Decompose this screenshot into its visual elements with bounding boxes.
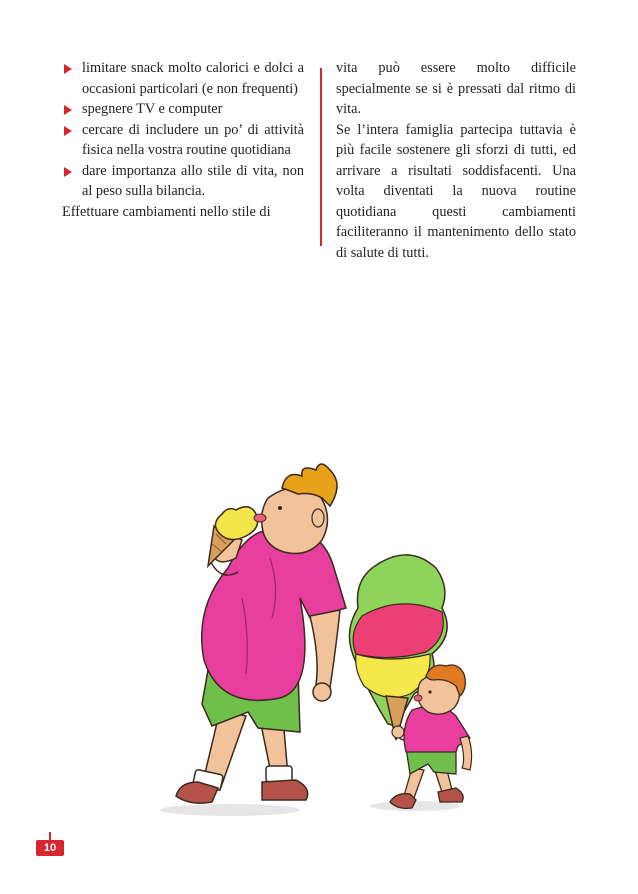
body-paragraph: vita può essere molto difficile specialmente se si è pressati dal ritmo di vita. (336, 60, 576, 117)
bullet-item (62, 58, 304, 99)
bullet-text: limitare snack molto calorici e dolci a occasioni particolari (e non frequenti) (82, 60, 304, 97)
bullet-text: spegnere TV e computer (82, 101, 223, 117)
page-number: 10 (36, 840, 64, 856)
bullet-text: dare importanza allo stile di vita, non al peso sulla bilancia. (82, 162, 304, 199)
bullet-item (62, 161, 304, 202)
bullet-item (62, 120, 304, 161)
bullet-list (62, 58, 304, 202)
bullet-icon (64, 105, 72, 115)
page-number-tick (49, 832, 51, 840)
bullet-icon (64, 64, 72, 74)
left-text-column (62, 58, 304, 222)
bullet-icon (64, 126, 72, 136)
right-text-column (336, 58, 576, 263)
bullet-text: cercare di includere un po’ di attività fisica nella vostra routine quotidiana (82, 121, 304, 158)
body-paragraph: Effettuare cambiamenti nello stile di (62, 203, 271, 220)
column-divider (320, 68, 322, 246)
body-paragraph: Se l’intera famiglia partecipa tuttavia è più facile sostenere gli sforzi di tutti, ed arrivare a risultati soddisfacenti. Una volta diventati la nuova routine quotidiana questi cambiamenti faciliteranno il mantenimento dello stato di salute di tutti. (336, 121, 576, 261)
bullet-icon (64, 167, 72, 177)
bullet-item (62, 99, 304, 120)
father-and-child-eating-ice-cream-illustration (150, 448, 490, 828)
